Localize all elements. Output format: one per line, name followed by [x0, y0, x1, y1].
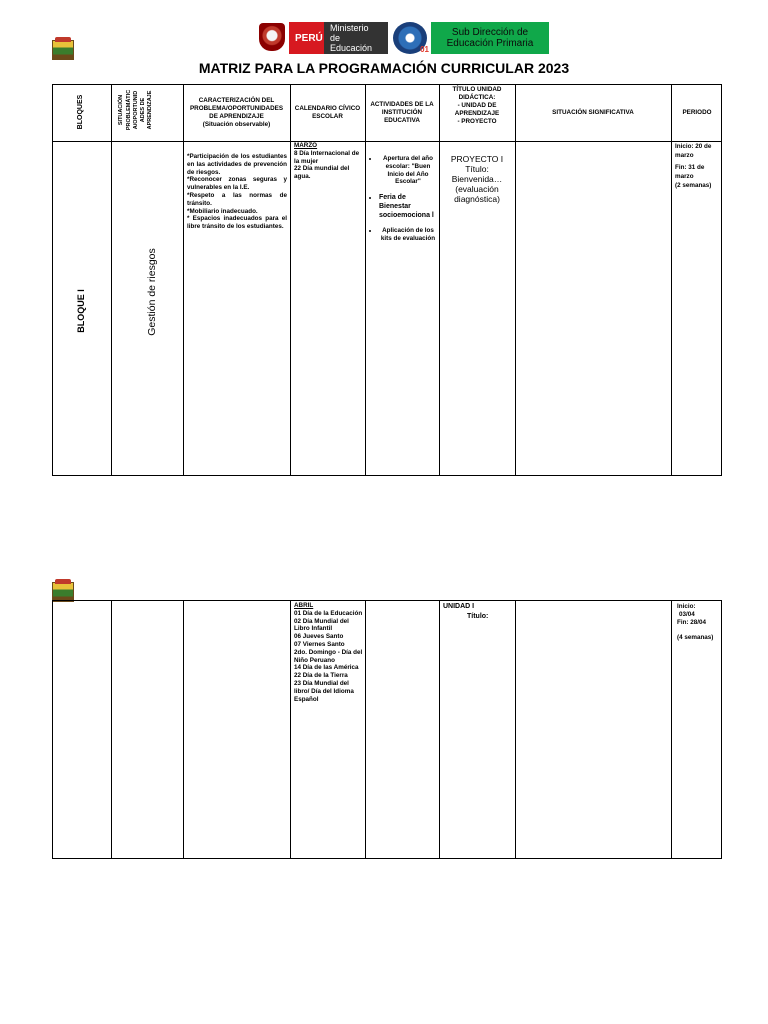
unidad-titulo	[443, 602, 513, 622]
list-item: • Apertura del año escolar: "Buen Inicio del Año Escolar"	[379, 155, 437, 186]
list-item: 23 Día Mundial del libro/ Día del Idioma Español	[294, 679, 354, 703]
header-calendario: CALENDARIO CÍVICO ESCOLAR	[294, 105, 361, 120]
list-item: 07 Viernes Santo	[294, 640, 345, 648]
page-title: MATRIZ PARA LA PROGRAMACIÓN CURRICULAR 2023	[198, 60, 570, 76]
proyecto-titulo-value: Bienvenida…	[451, 174, 503, 184]
header-bloques: BLOQUES	[77, 94, 84, 130]
unidad-label: UNIDAD I	[443, 603, 475, 610]
subdireccion-line-2: Educación Primaria	[446, 38, 534, 49]
list-item: 06 Jueves Santo	[294, 633, 344, 641]
ministry-badge	[324, 22, 388, 54]
unidad-titulo-label: Título:	[467, 613, 489, 620]
calendario-marzo	[294, 142, 362, 181]
subdireccion-line-1: Sub Dirección de	[451, 27, 529, 38]
header-caracterizacion-title: CARACTERIZACIÓN DEL PROBLEMA/OPORTUNIDADES DE APRENDIZAJE	[189, 97, 284, 120]
proyecto-label: PROYECTO I	[450, 154, 504, 164]
periodo-fin: Fin: 28/04	[677, 618, 707, 626]
list-item: *Reconocer zonas seguras y vulnerables en la I.E.	[187, 176, 287, 192]
periodo-semanas: (2 semanas)	[675, 182, 712, 189]
list-item: 14 Día de las América	[294, 664, 359, 672]
ministry-line-1: Ministerio	[330, 23, 369, 33]
school-logo	[52, 582, 74, 602]
caracterizacion-list	[187, 153, 287, 231]
header-situacion-significativa: SITUACIÓN SIGNIFICATIVA	[552, 109, 634, 116]
peru-badge	[289, 22, 324, 54]
list-item: 22 Día de la Tierra	[294, 672, 348, 680]
subdireccion-badge	[431, 22, 549, 54]
school-logo	[52, 40, 74, 60]
list-item: 2do. Domingo - Día del Niño Peruano	[294, 648, 363, 664]
list-item: • Aplicación de los kits de evaluación	[379, 227, 437, 243]
proyecto-titulo-label: Título:	[465, 164, 489, 174]
actividades-list	[367, 155, 437, 250]
ugel-logo-icon	[393, 22, 427, 54]
curricular-matrix-table	[52, 84, 722, 476]
periodo-inicio-date: 03/04	[679, 610, 695, 618]
periodo-inicio: Inicio:	[677, 603, 696, 610]
header-titulo-unidad-3: - PROYECTO	[457, 118, 497, 125]
proyecto-titulo	[443, 154, 511, 204]
situacion-gestion-riesgos: Gestión de riesgos	[146, 248, 158, 336]
list-item: *Participación de los estudiantes en las actividades de prevención de riesgos.	[187, 153, 287, 176]
header-titulo-unidad	[439, 85, 515, 141]
list-item: 22 Día mundial del agua.	[294, 165, 350, 181]
header-titulo-unidad-1: TÍTULO UNIDAD DIDÁCTICA:	[452, 86, 502, 101]
bloque-label: BLOQUE I	[76, 289, 86, 333]
list-item: 8 Día Internacional de la mujer	[294, 149, 360, 165]
header-situacion	[111, 85, 183, 141]
header-actividades: ACTIVIDADES DE LA INSTITUCIÓN EDUCATIVA	[370, 101, 434, 124]
calendario-month: ABRIL	[294, 602, 314, 609]
list-item: * Espacios inadecuados para el libre tránsito de los estudiantes.	[187, 215, 287, 231]
curricular-matrix-table-continued	[52, 600, 722, 859]
list-item: 01 Día de la Educación	[294, 609, 363, 617]
header-situacion-line-1: SITUACIÓN	[118, 94, 124, 126]
header-situacion-line-2: PROBLEMÁTIC	[126, 89, 132, 131]
peru-label: PERÚ	[295, 32, 323, 44]
list-item: 02 Día Mundial del Libro Infantil	[294, 617, 349, 633]
periodo-row1	[675, 142, 722, 190]
region-badge: 01	[420, 45, 429, 54]
header-situacion-line-5: APRENDIZAJE	[147, 90, 153, 130]
list-item: *Mobiliario inadecuado.	[187, 207, 258, 215]
header-periodo: PERIODO	[682, 109, 712, 116]
header-situacion-line-3: A/OPORTUNID	[133, 90, 139, 130]
header-situacion-line-4: ADES DE	[140, 97, 146, 123]
calendario-abril	[294, 602, 364, 703]
proyecto-evaluacion: (evaluación diagnóstica)	[454, 184, 500, 204]
periodo-inicio: Inicio: 20 de marzo	[675, 143, 712, 159]
header-caracterizacion-sub: (Situación observable)	[202, 121, 271, 128]
ministry-line-2: de Educación	[330, 33, 373, 53]
list-item: • Feria de Bienestar socioemociona l	[379, 193, 437, 220]
periodo-semanas: (4 semanas)	[677, 634, 714, 642]
header-caracterizacion	[183, 85, 290, 141]
periodo-fin: Fin: 31 de marzo	[675, 164, 705, 180]
header-titulo-unidad-2: - UNIDAD DE APRENDIZAJE	[454, 102, 500, 117]
list-item: *Respeto a las normas de tránsito.	[187, 191, 287, 207]
peru-coat-of-arms-icon	[259, 23, 285, 51]
periodo-row2	[677, 603, 722, 642]
calendario-month: MARZO	[294, 142, 318, 149]
